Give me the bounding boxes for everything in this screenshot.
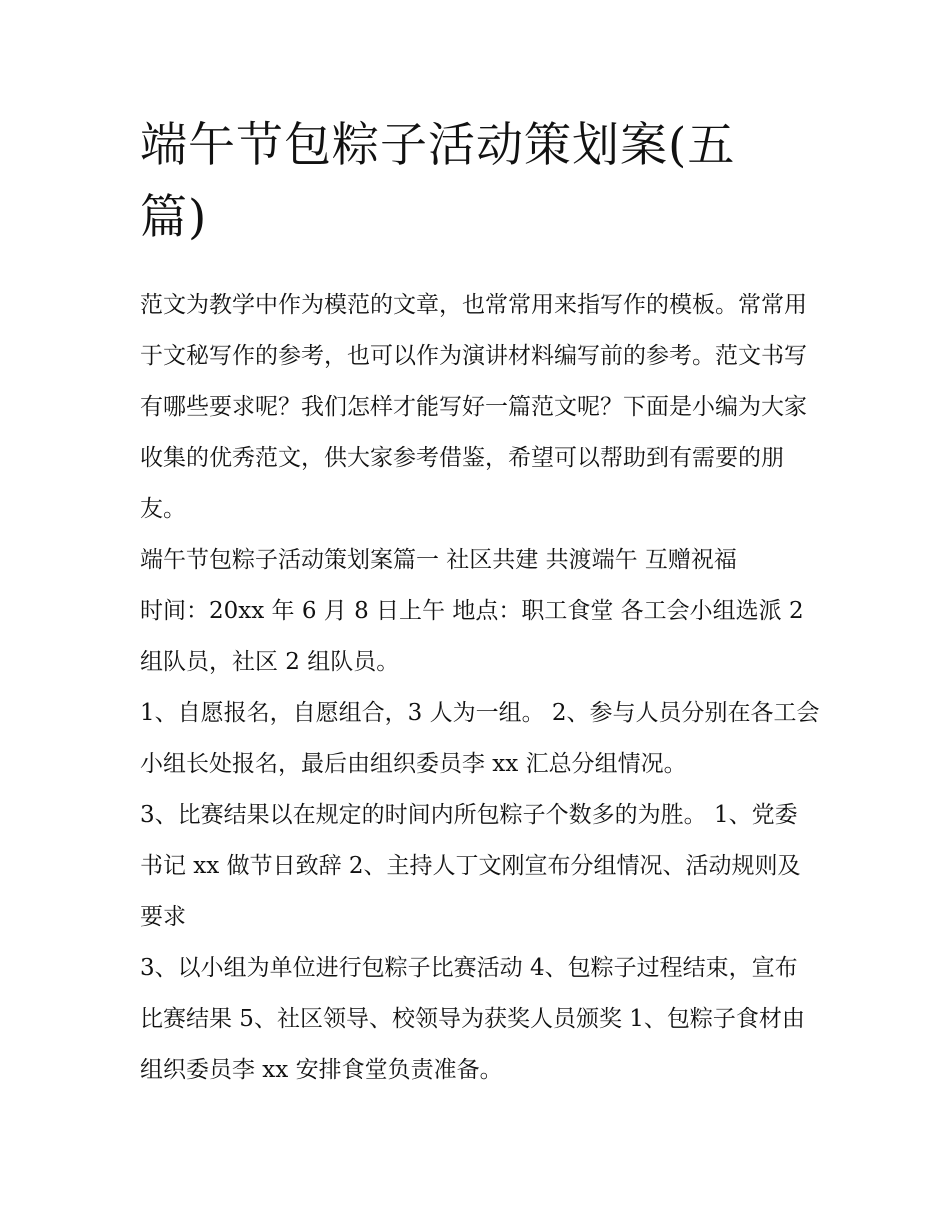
document-body [140, 110, 820, 1096]
time-location-paragraph: 时间：20xx 年 6 月 8 日上午 地点：职工食堂 各工会小组选派 2 组队员，社区 2 组队员。 [140, 598, 804, 675]
document-title: 端午节包粽子活动策划案(五篇) [140, 118, 736, 245]
intro-paragraph: 范文为教学中作为模范的文章，也常常用来指写作的模板。常常用于文秘写作的参考，也可以作为演讲材料编写前的参考。范文书写有哪些要求呢？我们怎样才能写好一篇范文呢？下面是小编为大家收集的优秀范文，供大家参考借鉴，希望可以帮助到有需要的朋友。 [140, 292, 807, 522]
registration-paragraph: 1、自愿报名，自愿组合，3 人为一组。 2、参与人员分别在各工会小组长处报名，最后由组织委员李 xx 汇总分组情况。 [140, 700, 820, 777]
section-heading-paragraph: 端午节包粽子活动策划案篇一 社区共建 共渡端午 互赠祝福 [140, 547, 737, 573]
rules-paragraph: 3、比赛结果以在规定的时间内所包粽子个数多的为胜。 1、党委书记 xx 做节日致辞 2、主持人丁文刚宣布分组情况、活动规则及要求 [140, 802, 801, 930]
procedure-paragraph: 3、以小组为单位进行包粽子比赛活动 4、包粽子过程结束，宣布比赛结果 5、社区领导、校领导为获奖人员颁奖 1、包粽子食材由组织委员李 xx 安排食堂负责准备。 [140, 955, 805, 1083]
